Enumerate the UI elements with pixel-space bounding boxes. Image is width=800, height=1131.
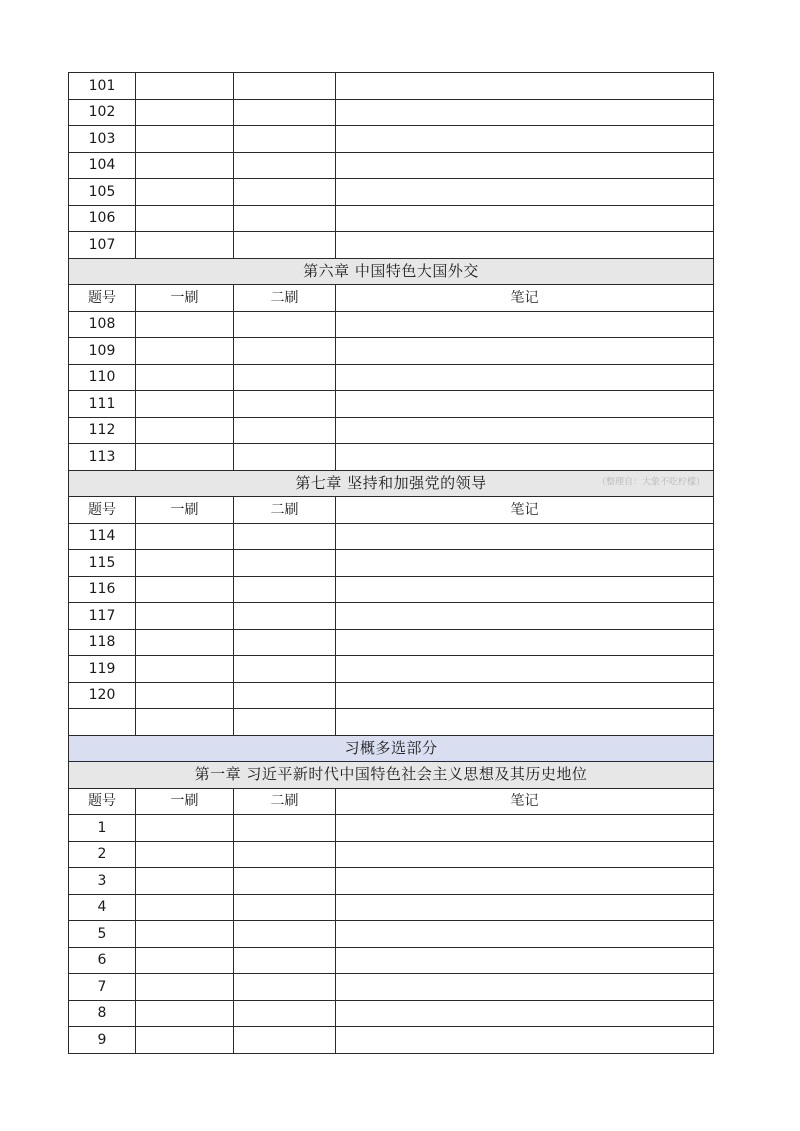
question-number-cell: 110 — [69, 364, 136, 391]
second-review-cell[interactable] — [234, 1000, 336, 1027]
question-number-cell: 114 — [69, 523, 136, 550]
second-review-cell[interactable] — [234, 603, 336, 630]
question-row — [69, 656, 714, 683]
second-review-cell[interactable] — [234, 947, 336, 974]
question-number-cell: 102 — [69, 99, 136, 126]
title-text: 第六章 中国特色大国外交 — [303, 261, 479, 280]
second-review-cell[interactable] — [234, 311, 336, 338]
first-review-cell[interactable] — [136, 629, 234, 656]
second-review-cell[interactable] — [234, 126, 336, 153]
question-number-cell: 2 — [69, 841, 136, 868]
question-row — [69, 894, 714, 921]
notes-cell[interactable] — [336, 311, 714, 338]
first-review-cell[interactable] — [136, 947, 234, 974]
first-review-cell[interactable] — [136, 815, 234, 842]
notes-cell[interactable] — [336, 338, 714, 365]
column-header-row — [69, 497, 714, 524]
notes-cell[interactable] — [336, 179, 714, 206]
second-review-cell[interactable] — [234, 364, 336, 391]
second-review-cell[interactable] — [234, 868, 336, 895]
question-row — [69, 205, 714, 232]
notes-header: 笔记 — [336, 497, 714, 524]
question-row — [69, 364, 714, 391]
notes-cell[interactable] — [336, 841, 714, 868]
notes-cell[interactable] — [336, 868, 714, 895]
notes-cell[interactable] — [336, 417, 714, 444]
first-review-cell[interactable] — [136, 709, 234, 736]
notes-cell[interactable] — [336, 947, 714, 974]
notes-header: 笔记 — [336, 285, 714, 312]
watermark-text: （整理自：大象不吃柠檬） — [596, 477, 705, 488]
question-number-cell: 118 — [69, 629, 136, 656]
notes-cell[interactable] — [336, 894, 714, 921]
question-row — [69, 444, 714, 471]
first-review-cell[interactable] — [136, 338, 234, 365]
chapter-title-row — [69, 762, 714, 789]
question-row — [69, 99, 714, 126]
question-row — [69, 311, 714, 338]
question-row — [69, 576, 714, 603]
first-review-cell[interactable] — [136, 682, 234, 709]
study-log-sheet — [68, 72, 713, 1054]
question-row — [69, 550, 714, 577]
first-review-cell[interactable] — [136, 73, 234, 100]
second-review-cell[interactable] — [234, 1027, 336, 1054]
question-number-header: 题号 — [69, 788, 136, 815]
notes-cell[interactable] — [336, 99, 714, 126]
second-review-header: 二刷 — [234, 285, 336, 312]
question-row — [69, 603, 714, 630]
question-number-cell: 103 — [69, 126, 136, 153]
notes-cell[interactable] — [336, 815, 714, 842]
question-row — [69, 391, 714, 418]
question-row — [69, 974, 714, 1001]
review-table-body — [69, 73, 714, 1054]
first-review-header: 一刷 — [136, 788, 234, 815]
second-review-cell[interactable] — [234, 629, 336, 656]
notes-cell[interactable] — [336, 921, 714, 948]
notes-cell[interactable] — [336, 232, 714, 259]
first-review-cell[interactable] — [136, 1027, 234, 1054]
question-row — [69, 152, 714, 179]
notes-cell[interactable] — [336, 523, 714, 550]
first-review-cell[interactable] — [136, 205, 234, 232]
second-review-cell[interactable] — [234, 179, 336, 206]
question-number-cell: 117 — [69, 603, 136, 630]
question-number-cell: 120 — [69, 682, 136, 709]
question-row — [69, 232, 714, 259]
question-number-cell: 3 — [69, 868, 136, 895]
second-review-cell[interactable] — [234, 205, 336, 232]
first-review-cell[interactable] — [136, 126, 234, 153]
second-review-cell[interactable] — [234, 682, 336, 709]
question-row — [69, 841, 714, 868]
second-review-cell[interactable] — [234, 73, 336, 100]
question-row — [69, 338, 714, 365]
first-review-cell[interactable] — [136, 311, 234, 338]
question-row — [69, 921, 714, 948]
question-row — [69, 629, 714, 656]
second-review-cell[interactable] — [234, 417, 336, 444]
question-number-cell: 4 — [69, 894, 136, 921]
question-number-cell: 106 — [69, 205, 136, 232]
notes-cell[interactable] — [336, 1000, 714, 1027]
question-number-header: 题号 — [69, 285, 136, 312]
first-review-cell[interactable] — [136, 868, 234, 895]
question-row — [69, 1027, 714, 1054]
question-number-cell: 115 — [69, 550, 136, 577]
question-number-cell: 8 — [69, 1000, 136, 1027]
second-review-cell[interactable] — [234, 921, 336, 948]
question-number-cell — [69, 709, 136, 736]
second-review-cell[interactable] — [234, 974, 336, 1001]
notes-cell[interactable] — [336, 576, 714, 603]
question-number-cell: 111 — [69, 391, 136, 418]
first-review-cell[interactable] — [136, 656, 234, 683]
first-review-cell[interactable] — [136, 974, 234, 1001]
question-number-cell: 7 — [69, 974, 136, 1001]
title-text: 第一章 习近平新时代中国特色社会主义思想及其历史地位 — [194, 765, 588, 784]
question-row — [69, 126, 714, 153]
question-row — [69, 709, 714, 736]
first-review-cell[interactable] — [136, 523, 234, 550]
question-number-cell: 108 — [69, 311, 136, 338]
notes-cell[interactable] — [336, 682, 714, 709]
question-number-header: 题号 — [69, 497, 136, 524]
first-review-cell[interactable] — [136, 444, 234, 471]
first-review-cell[interactable] — [136, 179, 234, 206]
second-review-cell[interactable] — [234, 576, 336, 603]
first-review-cell[interactable] — [136, 391, 234, 418]
section-title-row — [69, 735, 714, 762]
review-table — [68, 72, 714, 1054]
chapter-title — [69, 258, 714, 285]
question-number-cell: 6 — [69, 947, 136, 974]
notes-header: 笔记 — [336, 788, 714, 815]
first-review-cell[interactable] — [136, 894, 234, 921]
second-review-cell[interactable] — [234, 841, 336, 868]
question-row — [69, 815, 714, 842]
question-row — [69, 179, 714, 206]
question-number-cell: 119 — [69, 656, 136, 683]
notes-cell[interactable] — [336, 656, 714, 683]
question-number-cell: 112 — [69, 417, 136, 444]
first-review-cell[interactable] — [136, 576, 234, 603]
first-review-cell[interactable] — [136, 417, 234, 444]
chapter-title — [69, 762, 714, 789]
first-review-cell[interactable] — [136, 841, 234, 868]
question-number-cell: 105 — [69, 179, 136, 206]
question-number-cell: 109 — [69, 338, 136, 365]
notes-cell[interactable] — [336, 73, 714, 100]
chapter-title — [69, 470, 714, 497]
first-review-cell[interactable] — [136, 1000, 234, 1027]
question-row — [69, 417, 714, 444]
notes-cell[interactable] — [336, 603, 714, 630]
first-review-cell[interactable] — [136, 152, 234, 179]
question-row — [69, 868, 714, 895]
notes-cell[interactable] — [336, 550, 714, 577]
first-review-cell[interactable] — [136, 99, 234, 126]
notes-cell[interactable] — [336, 364, 714, 391]
first-review-cell[interactable] — [136, 603, 234, 630]
column-header-row — [69, 285, 714, 312]
notes-cell[interactable] — [336, 126, 714, 153]
notes-cell[interactable] — [336, 974, 714, 1001]
title-text: 习概多选部分 — [344, 738, 438, 757]
second-review-cell[interactable] — [234, 815, 336, 842]
question-row — [69, 523, 714, 550]
question-number-cell: 9 — [69, 1027, 136, 1054]
first-review-cell[interactable] — [136, 550, 234, 577]
question-number-cell: 101 — [69, 73, 136, 100]
question-number-cell: 104 — [69, 152, 136, 179]
second-review-header: 二刷 — [234, 788, 336, 815]
second-review-cell[interactable] — [234, 444, 336, 471]
second-review-cell[interactable] — [234, 709, 336, 736]
first-review-cell[interactable] — [136, 921, 234, 948]
second-review-cell[interactable] — [234, 152, 336, 179]
notes-cell[interactable] — [336, 205, 714, 232]
title-text: 第七章 坚持和加强党的领导 — [295, 473, 487, 492]
notes-cell[interactable] — [336, 629, 714, 656]
second-review-cell[interactable] — [234, 391, 336, 418]
question-number-cell: 113 — [69, 444, 136, 471]
second-review-cell[interactable] — [234, 894, 336, 921]
notes-cell[interactable] — [336, 391, 714, 418]
chapter-title-row — [69, 470, 714, 497]
second-review-cell[interactable] — [234, 656, 336, 683]
second-review-cell[interactable] — [234, 99, 336, 126]
section-title — [69, 735, 714, 762]
question-row — [69, 947, 714, 974]
first-review-cell[interactable] — [136, 232, 234, 259]
column-header-row — [69, 788, 714, 815]
first-review-cell[interactable] — [136, 364, 234, 391]
notes-cell[interactable] — [336, 709, 714, 736]
question-number-cell: 107 — [69, 232, 136, 259]
second-review-cell[interactable] — [234, 338, 336, 365]
notes-cell[interactable] — [336, 1027, 714, 1054]
notes-cell[interactable] — [336, 152, 714, 179]
second-review-cell[interactable] — [234, 550, 336, 577]
question-row — [69, 682, 714, 709]
question-row — [69, 1000, 714, 1027]
question-number-cell: 1 — [69, 815, 136, 842]
question-row — [69, 73, 714, 100]
notes-cell[interactable] — [336, 444, 714, 471]
chapter-title-row — [69, 258, 714, 285]
first-review-header: 一刷 — [136, 497, 234, 524]
second-review-cell[interactable] — [234, 523, 336, 550]
question-number-cell: 116 — [69, 576, 136, 603]
first-review-header: 一刷 — [136, 285, 234, 312]
second-review-header: 二刷 — [234, 497, 336, 524]
second-review-cell[interactable] — [234, 232, 336, 259]
question-number-cell: 5 — [69, 921, 136, 948]
